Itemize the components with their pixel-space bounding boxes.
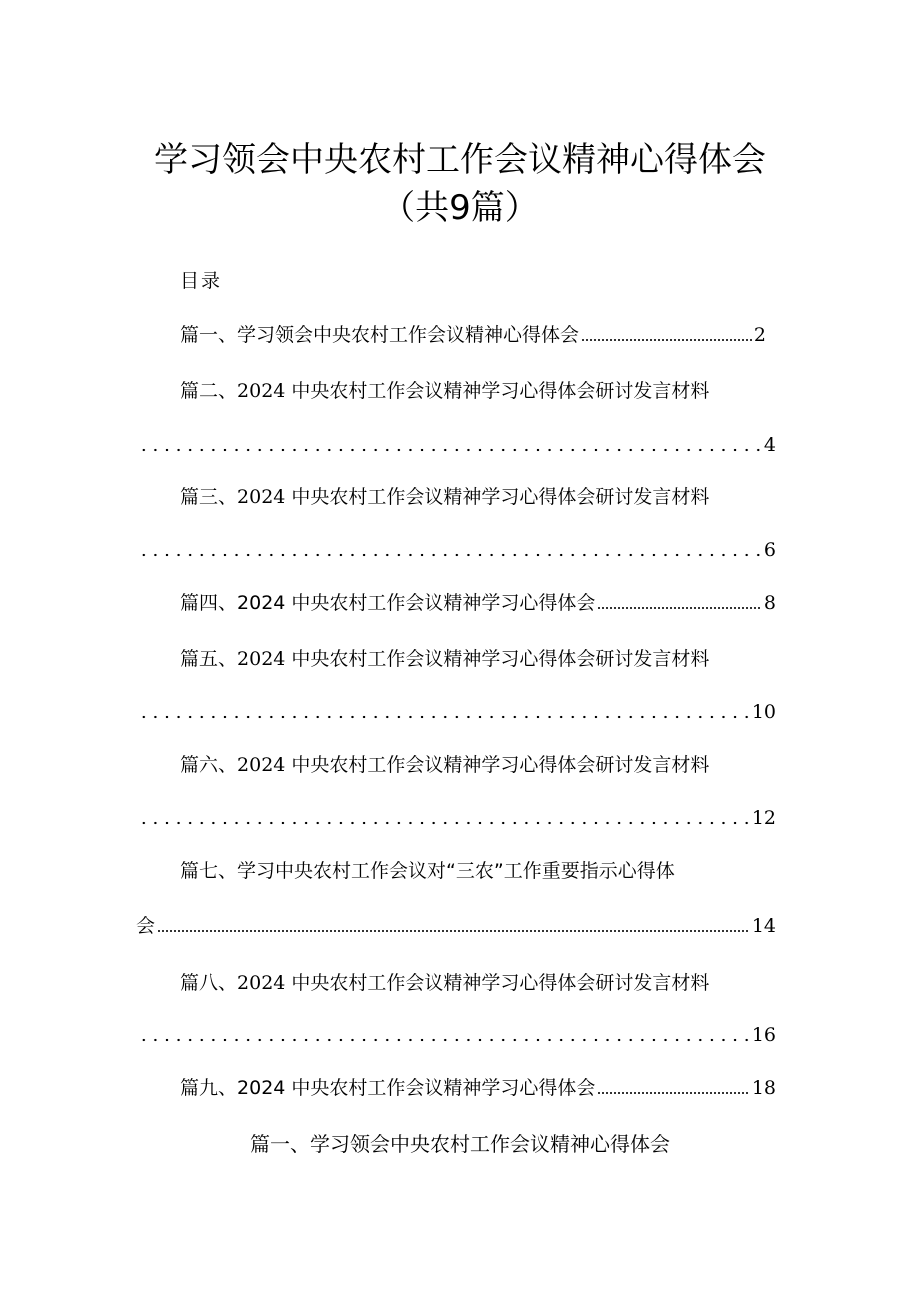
toc-leader: [157, 929, 750, 933]
toc-entry-7-leader-row[interactable]: [136, 913, 776, 939]
toc-entry-7-title[interactable]: 篇七、学习中央农村工作会议对“三农”工作重要指示心得体: [180, 860, 675, 882]
toc-entry-8-page: 16: [751, 1024, 776, 1046]
toc-entry-5-title[interactable]: 篇五、2024 中央农村工作会议精神学习心得体会研讨发言材料: [180, 648, 710, 670]
toc-entry-4-page: 8: [763, 592, 776, 614]
toc-entry-2-title[interactable]: 篇二、2024 中央农村工作会议精神学习心得体会研讨发言材料: [180, 380, 710, 402]
toc-entry-4[interactable]: [180, 590, 776, 616]
toc-entry-9[interactable]: [180, 1075, 776, 1101]
toc-leader: [597, 1091, 749, 1095]
toc-entry-9-title: 篇九、2024 中央农村工作会议精神学习心得体会: [180, 1077, 596, 1099]
body-section-heading: 篇一、学习领会中央农村工作会议精神心得体会: [250, 1132, 670, 1156]
toc-entry-1-title: 篇一、学习领会中央农村工作会议精神心得体会: [180, 324, 580, 346]
toc-leader: [138, 448, 762, 452]
toc-entry-4-title: 篇四、2024 中央农村工作会议精神学习心得体会: [180, 592, 596, 614]
toc-entry-5-leader-row[interactable]: [136, 699, 776, 725]
document-title-line-2: （共9篇）: [381, 188, 539, 228]
toc-entry-8-title[interactable]: 篇八、2024 中央农村工作会议精神学习心得体会研讨发言材料: [180, 972, 710, 994]
toc-entry-7-page: 14: [751, 915, 776, 937]
toc-entry-2-page: 4: [763, 434, 776, 456]
toc-entry-3-leader-row[interactable]: [136, 537, 776, 563]
document-title-line-1: 学习领会中央农村工作会议精神心得体会: [154, 140, 766, 180]
toc-entry-6-title[interactable]: 篇六、2024 中央农村工作会议精神学习心得体会研讨发言材料: [180, 754, 710, 776]
toc-entry-6-leader-row[interactable]: [136, 805, 776, 831]
toc-entry-7-continuation: 会: [136, 915, 156, 937]
toc-leader: [138, 1038, 750, 1042]
toc-entry-1[interactable]: [180, 322, 766, 348]
toc-leader: [138, 821, 750, 825]
toc-entry-5-page: 10: [751, 701, 776, 723]
toc-leader: [138, 553, 762, 557]
toc-leader: [581, 338, 752, 342]
toc-entry-3-title[interactable]: 篇三、2024 中央农村工作会议精神学习心得体会研讨发言材料: [180, 486, 710, 508]
toc-entry-1-page: 2: [753, 324, 766, 346]
toc-entry-2-leader-row[interactable]: [136, 432, 776, 458]
toc-entry-9-page: 18: [751, 1077, 776, 1099]
toc-leader: [597, 606, 762, 610]
toc-leader: [138, 715, 750, 719]
toc-entry-8-leader-row[interactable]: [136, 1022, 776, 1048]
toc-entry-3-page: 6: [763, 539, 776, 561]
toc-label: 目录: [180, 270, 223, 292]
toc-entry-6-page: 12: [751, 807, 776, 829]
